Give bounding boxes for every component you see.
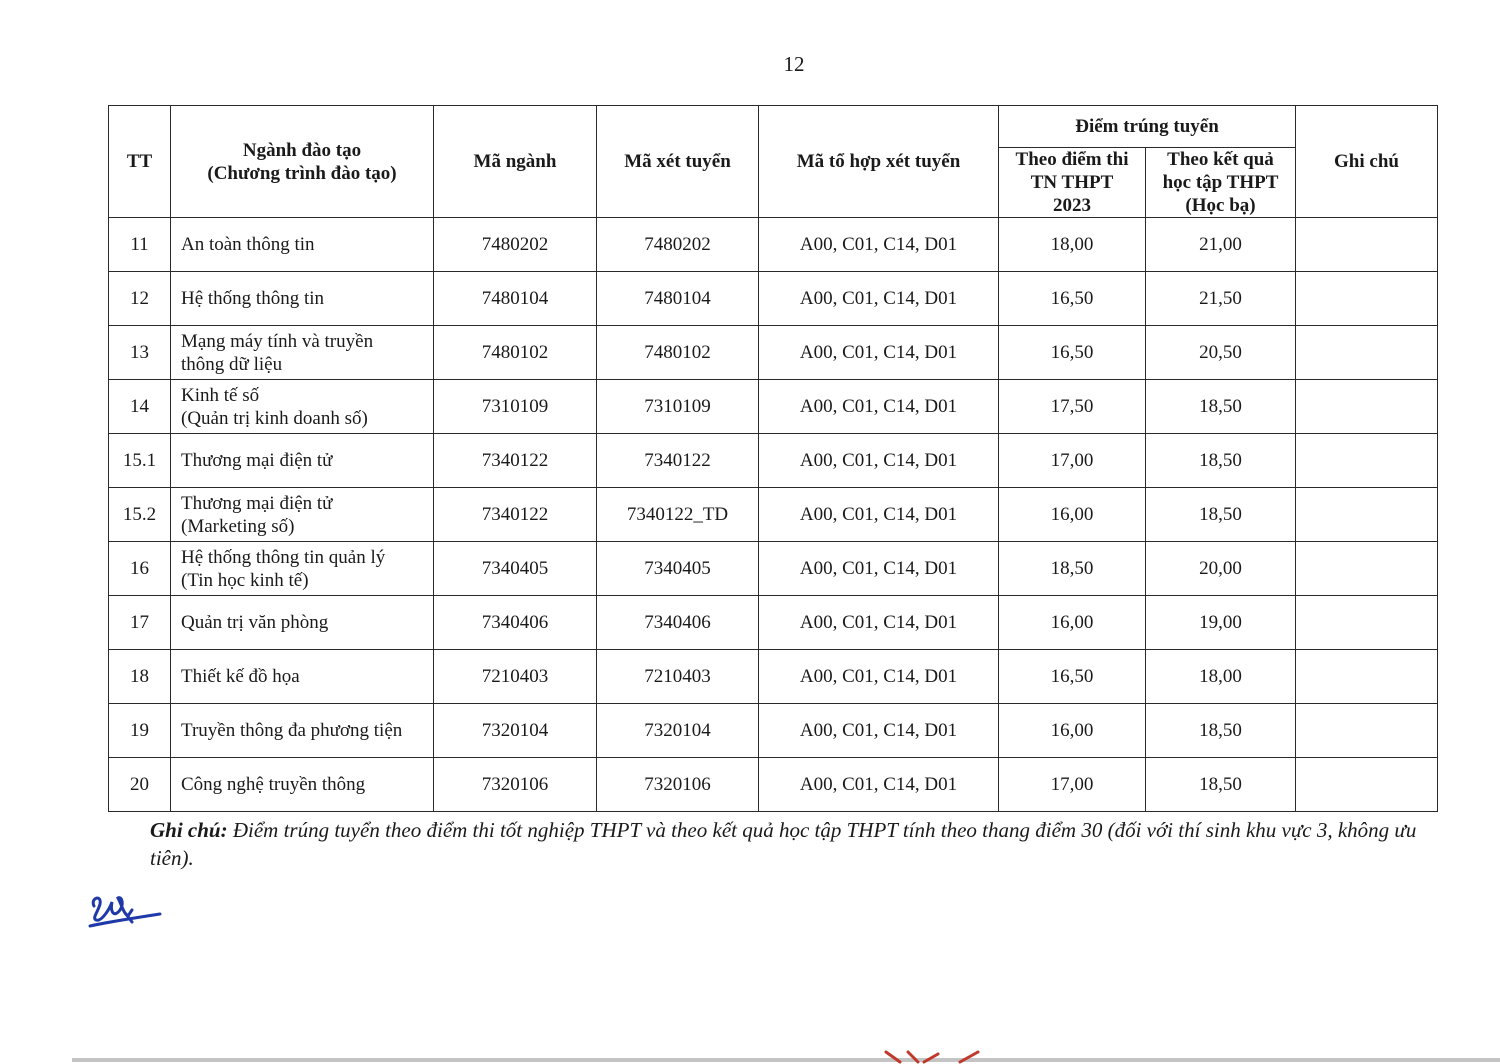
cell-transcript-score: 20,00	[1146, 542, 1296, 596]
program-name-line1: Hệ thống thông tin	[181, 288, 325, 309]
footnote	[150, 816, 1460, 872]
cell-exam-score: 17,50	[999, 380, 1146, 434]
cell-tt: 13	[109, 326, 171, 380]
cell-subject-combo: A00, C01, C14, D01	[759, 272, 999, 326]
cell-subject-combo: A00, C01, C14, D01	[759, 380, 999, 434]
header-exam-score-line1: Theo điểm thi	[1015, 149, 1129, 170]
header-subject-combo: Mã tổ hợp xét tuyển	[759, 106, 999, 218]
cell-admission-code: 7480202	[597, 218, 759, 272]
header-exam-score-line2: TN THPT	[1030, 172, 1114, 193]
cell-note	[1296, 218, 1438, 272]
cell-transcript-score: 18,50	[1146, 758, 1296, 812]
cell-admission-code: 7340122_TD	[597, 488, 759, 542]
cell-admission-code: 7210403	[597, 650, 759, 704]
table-header	[109, 106, 1438, 218]
program-name-line1: Mạng máy tính và truyền	[181, 330, 374, 352]
cell-transcript-score: 18,00	[1146, 650, 1296, 704]
header-exam-score-line3: 2023	[1053, 195, 1091, 216]
cell-program-name	[171, 542, 434, 596]
cell-program-name	[171, 704, 434, 758]
cell-transcript-score: 18,50	[1146, 434, 1296, 488]
cell-exam-score: 16,00	[999, 488, 1146, 542]
cell-note	[1296, 326, 1438, 380]
program-name-line2: thông dữ liệu	[181, 353, 283, 375]
program-name-line1: Kinh tế số	[181, 384, 260, 406]
cell-tt: 17	[109, 596, 171, 650]
table-row	[109, 434, 1438, 488]
cell-subject-combo: A00, C01, C14, D01	[759, 434, 999, 488]
cell-note	[1296, 650, 1438, 704]
table-row	[109, 650, 1438, 704]
cell-admission-code: 7310109	[597, 380, 759, 434]
cell-program-name	[171, 596, 434, 650]
cell-note	[1296, 704, 1438, 758]
cell-major-code: 7340405	[434, 542, 597, 596]
header-transcript-line2: học tập THPT	[1162, 172, 1279, 193]
cell-transcript-score: 21,50	[1146, 272, 1296, 326]
header-major-code: Mã ngành	[434, 106, 597, 218]
cell-tt: 12	[109, 272, 171, 326]
cell-exam-score: 16,50	[999, 650, 1146, 704]
cell-admission-code: 7340406	[597, 596, 759, 650]
page-number: 12	[783, 52, 805, 76]
cell-note	[1296, 380, 1438, 434]
cell-transcript-score: 18,50	[1146, 704, 1296, 758]
cell-note	[1296, 488, 1438, 542]
cell-program-name	[171, 758, 434, 812]
cell-program-name	[171, 326, 434, 380]
cell-admission-code: 7320106	[597, 758, 759, 812]
cell-admission-code: 7480102	[597, 326, 759, 380]
stamp-fragment	[878, 1050, 998, 1064]
table-body	[109, 218, 1438, 812]
cell-subject-combo: A00, C01, C14, D01	[759, 326, 999, 380]
cell-transcript-score: 21,00	[1146, 218, 1296, 272]
cell-exam-score: 18,00	[999, 218, 1146, 272]
cell-program-name	[171, 380, 434, 434]
header-score-group: Điểm trúng tuyển	[999, 106, 1296, 148]
signature-initials	[88, 888, 166, 932]
cell-major-code: 7210403	[434, 650, 597, 704]
cell-admission-code: 7320104	[597, 704, 759, 758]
cell-tt: 19	[109, 704, 171, 758]
cell-major-code: 7480104	[434, 272, 597, 326]
cell-subject-combo: A00, C01, C14, D01	[759, 542, 999, 596]
header-program-line1: Ngành đào tạo	[242, 139, 362, 161]
cell-note	[1296, 596, 1438, 650]
header-program	[171, 106, 434, 218]
header-exam-score	[999, 148, 1146, 218]
header-transcript-line1: Theo kết quả	[1167, 149, 1274, 170]
program-name-line2: (Quản trị kinh doanh số)	[181, 407, 368, 429]
cell-admission-code: 7480104	[597, 272, 759, 326]
cell-major-code: 7320104	[434, 704, 597, 758]
table-row	[109, 272, 1438, 326]
cell-program-name	[171, 488, 434, 542]
table-row	[109, 218, 1438, 272]
cell-tt: 16	[109, 542, 171, 596]
cell-major-code: 7310109	[434, 380, 597, 434]
cell-major-code: 7320106	[434, 758, 597, 812]
cell-subject-combo: A00, C01, C14, D01	[759, 596, 999, 650]
cell-program-name	[171, 650, 434, 704]
program-name-line1: An toàn thông tin	[181, 234, 315, 255]
cell-major-code: 7340406	[434, 596, 597, 650]
table-row	[109, 596, 1438, 650]
cell-tt: 11	[109, 218, 171, 272]
program-name-line1: Hệ thống thông tin quản lý	[181, 546, 386, 568]
cell-transcript-score: 20,50	[1146, 326, 1296, 380]
program-name-line1: Truyền thông đa phương tiện	[181, 720, 403, 741]
cell-admission-code: 7340122	[597, 434, 759, 488]
cell-tt: 20	[109, 758, 171, 812]
cell-exam-score: 17,00	[999, 434, 1146, 488]
footnote-text: Điểm trúng tuyển theo điểm thi tốt nghiệp THPT và theo kết quả học tập THPT tính theo thang điểm 30 (đối với thí sinh khu vực 3, không ưu tiên).	[150, 818, 1417, 870]
program-name-line1: Công nghệ truyền thông	[181, 774, 366, 795]
cell-program-name	[171, 272, 434, 326]
admission-score-table	[108, 105, 1438, 812]
header-tt: TT	[109, 106, 171, 218]
cell-subject-combo: A00, C01, C14, D01	[759, 758, 999, 812]
cell-major-code: 7480102	[434, 326, 597, 380]
cell-exam-score: 18,50	[999, 542, 1146, 596]
cell-major-code: 7480202	[434, 218, 597, 272]
cell-subject-combo: A00, C01, C14, D01	[759, 704, 999, 758]
cell-admission-code: 7340405	[597, 542, 759, 596]
table-row	[109, 758, 1438, 812]
header-admission-code: Mã xét tuyển	[597, 106, 759, 218]
cell-exam-score: 16,00	[999, 596, 1146, 650]
cell-tt: 15.1	[109, 434, 171, 488]
cell-note	[1296, 272, 1438, 326]
program-name-line1: Thiết kế đồ họa	[181, 666, 300, 687]
cell-program-name	[171, 218, 434, 272]
cell-tt: 18	[109, 650, 171, 704]
table-row	[109, 380, 1438, 434]
table-row	[109, 542, 1438, 596]
cell-tt: 14	[109, 380, 171, 434]
cell-program-name	[171, 434, 434, 488]
cell-exam-score: 16,00	[999, 704, 1146, 758]
program-name-line2: (Tin học kinh tế)	[181, 569, 309, 591]
program-name-line2: (Marketing số)	[181, 515, 295, 537]
cell-exam-score: 17,00	[999, 758, 1146, 812]
cell-transcript-score: 18,50	[1146, 488, 1296, 542]
cell-note	[1296, 434, 1438, 488]
header-notes: Ghi chú	[1296, 106, 1438, 218]
footnote-label: Ghi chú:	[150, 818, 228, 842]
table-row	[109, 704, 1438, 758]
header-program-line2: (Chương trình đào tạo)	[207, 162, 397, 184]
cell-tt: 15.2	[109, 488, 171, 542]
cell-exam-score: 16,50	[999, 326, 1146, 380]
table-row	[109, 488, 1438, 542]
header-transcript-line3: (Học bạ)	[1185, 195, 1256, 216]
program-name-line1: Quản trị văn phòng	[181, 612, 329, 633]
cell-note	[1296, 542, 1438, 596]
header-transcript-score	[1146, 148, 1296, 218]
cell-transcript-score: 18,50	[1146, 380, 1296, 434]
table-row	[109, 326, 1438, 380]
program-name-line1: Thương mại điện tử	[181, 450, 333, 471]
page-bottom-rule	[72, 1058, 1500, 1062]
program-name-line1: Thương mại điện tử	[181, 492, 333, 514]
cell-transcript-score: 19,00	[1146, 596, 1296, 650]
cell-subject-combo: A00, C01, C14, D01	[759, 488, 999, 542]
cell-subject-combo: A00, C01, C14, D01	[759, 218, 999, 272]
cell-major-code: 7340122	[434, 488, 597, 542]
cell-major-code: 7340122	[434, 434, 597, 488]
cell-subject-combo: A00, C01, C14, D01	[759, 650, 999, 704]
cell-note	[1296, 758, 1438, 812]
cell-exam-score: 16,50	[999, 272, 1146, 326]
